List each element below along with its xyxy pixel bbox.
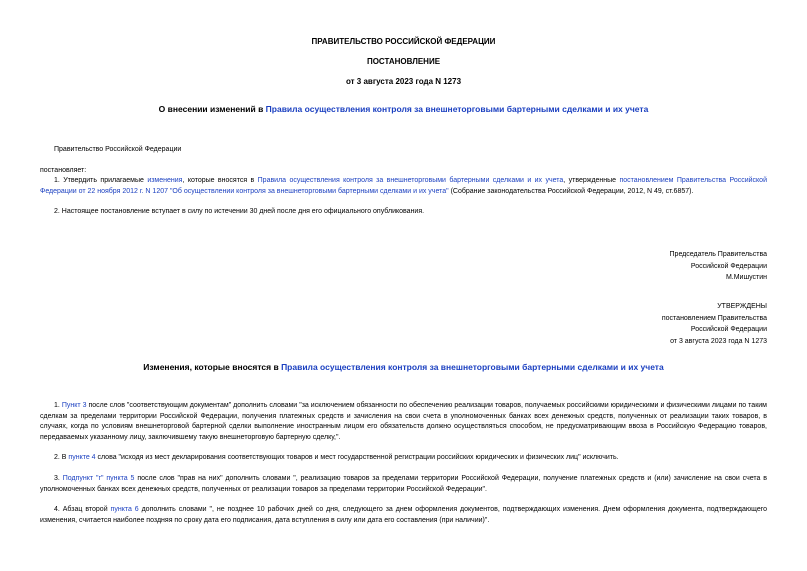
approved-block xyxy=(662,301,767,347)
p1-text-1: 1. Утвердить прилагаемые xyxy=(54,177,148,184)
document-title xyxy=(0,104,807,114)
rules-link[interactable]: Правила осуществления контроля за внешнеторговыми бартерными сделками и их учета xyxy=(265,104,649,114)
c4-text: дополнить словами ", не позднее 10 рабочих дней со дня, следующего за днем оформления документов, подтверждающих изменения. Днем оформления документа, подтверждающего изменения, считается наиболее поздняя по сроку дата его подписания, дата вступления в силу или дата его составления (при наличии)". xyxy=(40,506,768,524)
signature-line-3: М.Мишустин xyxy=(725,274,767,281)
changes-link[interactable]: изменения xyxy=(147,177,183,184)
resolves-label: постановляет: xyxy=(40,167,87,174)
change-1 xyxy=(40,401,767,443)
c1-num: 1. xyxy=(54,402,62,409)
signature-line-2: Российской Федерации xyxy=(690,262,767,270)
point-6-link[interactable]: пункта 6 xyxy=(110,506,139,513)
c2-text: слова "исходя из мест декларирования соответствующих товаров и мест государственной регистрации российских юридических и физических лиц" исключить. xyxy=(95,454,619,461)
rules-link-3[interactable]: Правила осуществления контроля за внешнеторговыми бартерными сделками и их учета xyxy=(281,362,664,372)
p1-text-2: , которые вносятся в xyxy=(182,177,258,184)
document-title-prefix: О внесении изменений в xyxy=(158,104,266,114)
point-4-link[interactable]: пункте 4 xyxy=(68,454,96,461)
date-number-heading: от 3 августа 2023 года N 1273 xyxy=(345,77,462,86)
paragraph-1 xyxy=(40,176,767,197)
p1-text-4: (Собрание законодательства Российской Федерации, 2012, N 49, ст.6857). xyxy=(448,187,694,195)
approved-line-1: УТВЕРЖДЕНЫ xyxy=(717,303,767,310)
org-heading: ПРАВИТЕЛЬСТВО РОССИЙСКОЙ ФЕДЕРАЦИИ xyxy=(311,37,496,46)
gov-label: Правительство Российской Федерации xyxy=(54,146,182,153)
rules-link-2[interactable]: Правила осуществления контроля за внешнеторговыми бартерными сделками и их учета xyxy=(257,177,564,184)
c4-num: 4. Абзац второй xyxy=(54,506,111,513)
doc-type-heading: ПОСТАНОВЛЕНИЕ xyxy=(366,57,441,66)
resolution-1207-link[interactable]: постановлением Правительства Российской Федерации от 22 ноября 2012 г. N 1207 "Об осуществлении контроля за внешнеторговыми бартерными сделками и их учета" xyxy=(40,177,767,195)
change-2 xyxy=(40,453,767,464)
changes-title xyxy=(0,362,807,372)
change-4 xyxy=(40,505,767,526)
approved-line-3: Российской Федерации xyxy=(690,326,767,333)
signature-line-1: Председатель Правительства xyxy=(669,251,767,258)
approved-line-2: постановлением Правительства xyxy=(661,314,767,322)
signature-block xyxy=(670,249,767,284)
paragraph-2: 2. Настоящее постановление вступает в силу по истечении 30 дней после дня его официального опубликования. xyxy=(54,208,425,215)
point-3-link[interactable]: Пункт 3 xyxy=(61,402,87,409)
subpoint-g-point-5-link[interactable]: Подпункт "г" пункта 5 xyxy=(62,475,135,482)
p1-text-3: , утвержденные xyxy=(563,177,620,184)
changes-title-prefix: Изменения, которые вносятся в xyxy=(143,362,282,372)
c3-num: 3. xyxy=(54,475,63,482)
c2-num: 2. В xyxy=(54,454,69,461)
c3-text: после слов "прав на них" дополнить словами ", реализацию товаров за пределами территории Российской Федерации, получение платежных средств и (или) зачисление на свои счета в уполномоченных банках всех денежных средств, полученных от реализации товаров за пределами территории Российской Федерации". xyxy=(40,475,767,493)
approved-line-4: от 3 августа 2023 года N 1273 xyxy=(670,337,767,345)
change-3 xyxy=(40,474,767,495)
c1-text: после слов "соответствующим документам" дополнить словами "за исключением обязанности по обеспечению реализации товаров, получаемых российскими юридическими и физическими лицами по таким сделкам за пределами территории Российской Федерации, получения платежных средств и зачисления на свои счета в уполномоченных банках всех денежных средств, полученных от реализации таких товаров, в случаях, когда по условиям внешнеторговой бартерной сделки выполнение иностранным лицом его обязательств должно осуществляться способом, не предусматривающим ввоза в Российскую Федерацию товаров, передаваемых указанному лицу, заключившему такую внешнеторговую бартерную сделку,". xyxy=(40,402,767,441)
